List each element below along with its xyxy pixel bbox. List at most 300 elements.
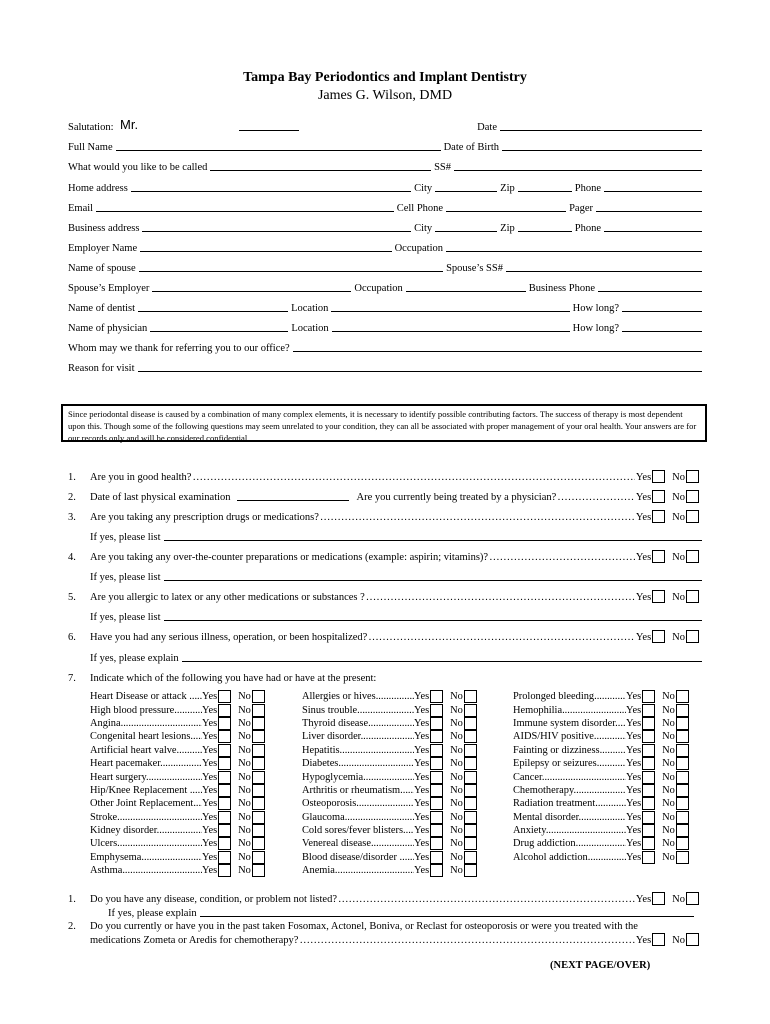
condition-yes-checkbox[interactable] xyxy=(642,771,655,784)
condition-name: Heart Disease or attack .. xyxy=(90,691,195,703)
condition-item xyxy=(90,730,268,743)
condition-item xyxy=(302,770,480,783)
no-label: No xyxy=(450,731,463,743)
condition-label xyxy=(513,718,626,729)
condition-name: Congenital heart lesions. xyxy=(90,731,194,743)
dentist-location-label: Location xyxy=(291,303,329,314)
condition-yes-checkbox[interactable] xyxy=(642,824,655,837)
condition-yes-checkbox[interactable] xyxy=(218,717,231,730)
leader-dots xyxy=(562,705,626,716)
condition-label xyxy=(302,798,414,809)
q6-if-yes-label: If yes, please explain xyxy=(90,653,179,664)
leader-dots xyxy=(597,758,626,769)
condition-item xyxy=(90,757,268,770)
condition-no-checkbox[interactable] xyxy=(464,784,477,797)
q1-yes-checkbox[interactable] xyxy=(652,470,665,483)
condition-yes-checkbox[interactable] xyxy=(218,784,231,797)
city-field[interactable] xyxy=(435,190,497,192)
spouse-occupation-label: Occupation xyxy=(354,283,403,294)
physician-how-long-field[interactable] xyxy=(622,330,702,332)
no-label: No xyxy=(662,851,675,863)
spouse-employer-row xyxy=(68,280,702,294)
condition-label xyxy=(513,691,626,702)
home-address-field[interactable] xyxy=(131,190,411,192)
yes-label: Yes xyxy=(202,798,218,810)
condition-label xyxy=(302,758,414,769)
condition-item xyxy=(513,730,692,743)
leader-dots xyxy=(177,745,202,756)
q5-no-checkbox[interactable] xyxy=(686,590,699,603)
condition-no-checkbox[interactable] xyxy=(464,837,477,850)
condition-no-checkbox[interactable] xyxy=(676,771,689,784)
condition-yes-checkbox[interactable] xyxy=(218,744,231,757)
leader-dots xyxy=(376,691,414,702)
condition-name: Glaucoma xyxy=(302,811,345,823)
dob-label: Date of Birth xyxy=(443,142,499,153)
no-label: No xyxy=(238,771,251,783)
condition-no-checkbox[interactable] xyxy=(252,797,265,810)
no-label: No xyxy=(238,784,251,796)
leader-dots xyxy=(174,705,202,716)
q2a-text: Date of last physical examination xyxy=(90,492,231,503)
b1-if-yes-label: If yes, please explain xyxy=(108,908,197,919)
occupation-field[interactable] xyxy=(446,250,702,252)
no-label: No xyxy=(662,811,675,823)
business-zip-field[interactable] xyxy=(518,230,572,232)
condition-no-checkbox[interactable] xyxy=(464,811,477,824)
leader-dots xyxy=(338,758,414,769)
no-label: No xyxy=(238,798,251,810)
condition-label xyxy=(302,825,414,836)
condition-yes-checkbox[interactable] xyxy=(218,811,231,824)
spouse-name-field[interactable] xyxy=(139,270,443,272)
condition-yes-checkbox[interactable] xyxy=(430,837,443,850)
no-label: No xyxy=(450,838,463,850)
b1-text: Do you have any disease, condition, or problem not listed? xyxy=(90,894,337,905)
condition-no-checkbox[interactable] xyxy=(676,851,689,864)
question-3 xyxy=(68,509,702,523)
condition-label xyxy=(513,731,626,742)
condition-name: Liver disorder xyxy=(302,731,361,743)
yes-label: Yes xyxy=(626,691,642,703)
yes-label: Yes xyxy=(414,865,430,877)
condition-label xyxy=(90,785,202,796)
spouse-row xyxy=(68,260,702,274)
leader-dots xyxy=(194,691,202,702)
dentist-location-field[interactable] xyxy=(331,310,569,312)
phone-field[interactable] xyxy=(604,190,702,192)
spouse-ss-field[interactable] xyxy=(506,270,702,272)
no-label: No xyxy=(662,771,675,783)
q6-yes-checkbox[interactable] xyxy=(652,630,665,643)
b2-no-checkbox[interactable] xyxy=(686,933,699,946)
leader-dots xyxy=(368,718,414,729)
condition-yes-checkbox[interactable] xyxy=(218,851,231,864)
business-address-row xyxy=(68,220,702,234)
referral-field[interactable] xyxy=(293,350,702,352)
condition-no-checkbox[interactable] xyxy=(464,704,477,717)
spouse-employer-label: Spouse’s Employer xyxy=(68,283,150,294)
q4-no-checkbox[interactable] xyxy=(686,550,699,563)
condition-yes-checkbox[interactable] xyxy=(642,704,655,717)
condition-yes-checkbox[interactable] xyxy=(218,757,231,770)
employer-name-label: Employer Name xyxy=(68,243,138,254)
condition-no-checkbox[interactable] xyxy=(676,717,689,730)
condition-no-checkbox[interactable] xyxy=(252,704,265,717)
condition-item xyxy=(302,703,480,716)
condition-yes-checkbox[interactable] xyxy=(430,730,443,743)
condition-no-checkbox[interactable] xyxy=(464,757,477,770)
yes-label: Yes xyxy=(635,894,652,905)
business-city-field[interactable] xyxy=(435,230,497,232)
leader-dots xyxy=(403,825,414,836)
business-phone-field[interactable] xyxy=(604,230,702,232)
condition-label xyxy=(302,772,414,783)
question-6 xyxy=(68,629,702,643)
leader-dots xyxy=(122,865,202,876)
yes-label: Yes xyxy=(414,771,430,783)
condition-yes-checkbox[interactable] xyxy=(430,824,443,837)
leader-dots xyxy=(542,772,626,783)
leader-dots xyxy=(588,852,626,863)
spouse-ss-label: Spouse’s SS# xyxy=(446,263,503,274)
q6-explain-row xyxy=(90,650,702,664)
condition-yes-checkbox[interactable] xyxy=(218,837,231,850)
condition-no-checkbox[interactable] xyxy=(676,784,689,797)
leader-dots xyxy=(546,825,626,836)
condition-item xyxy=(513,717,692,730)
condition-yes-checkbox[interactable] xyxy=(642,797,655,810)
condition-name: Angina xyxy=(90,717,121,729)
full-name-label: Full Name xyxy=(68,142,113,153)
yes-label: Yes xyxy=(414,811,430,823)
physician-field[interactable] xyxy=(150,330,288,332)
employer-name-field[interactable] xyxy=(140,250,391,252)
condition-yes-checkbox[interactable] xyxy=(218,824,231,837)
condition-yes-checkbox[interactable] xyxy=(218,797,231,810)
condition-item xyxy=(302,851,480,864)
condition-yes-checkbox[interactable] xyxy=(430,690,443,703)
condition-item xyxy=(513,744,692,757)
condition-item xyxy=(513,824,692,837)
condition-item xyxy=(90,770,268,783)
condition-yes-checkbox[interactable] xyxy=(642,757,655,770)
condition-no-checkbox[interactable] xyxy=(252,811,265,824)
referral-row xyxy=(68,340,702,354)
condition-no-checkbox[interactable] xyxy=(252,757,265,770)
yes-label: Yes xyxy=(202,851,218,863)
no-label: No xyxy=(672,552,685,563)
full-name-field[interactable] xyxy=(116,149,441,151)
spouse-employer-field[interactable] xyxy=(152,290,351,292)
leader-dots xyxy=(366,592,635,603)
q1-number: 1. xyxy=(68,472,76,483)
doctor-name: James G. Wilson, DMD xyxy=(317,88,453,103)
no-label: No xyxy=(662,731,675,743)
condition-no-checkbox[interactable] xyxy=(676,690,689,703)
condition-yes-checkbox[interactable] xyxy=(430,757,443,770)
condition-no-checkbox[interactable] xyxy=(676,744,689,757)
condition-yes-checkbox[interactable] xyxy=(642,784,655,797)
condition-no-checkbox[interactable] xyxy=(252,784,265,797)
pager-field[interactable] xyxy=(596,210,702,212)
yes-label: Yes xyxy=(414,691,430,703)
condition-label xyxy=(302,731,414,742)
leader-dots xyxy=(489,552,635,563)
reason-field[interactable] xyxy=(138,370,703,372)
condition-name: Hemophilia xyxy=(513,704,563,716)
condition-name: Hip/Knee Replacement .. xyxy=(90,784,196,796)
condition-label xyxy=(302,745,414,756)
condition-yes-checkbox[interactable] xyxy=(218,771,231,784)
condition-yes-checkbox[interactable] xyxy=(430,851,443,864)
question-1 xyxy=(68,469,702,483)
last-physical-date-field[interactable] xyxy=(237,499,349,501)
condition-no-checkbox[interactable] xyxy=(464,744,477,757)
condition-no-checkbox[interactable] xyxy=(676,757,689,770)
condition-yes-checkbox[interactable] xyxy=(430,797,443,810)
yes-label: Yes xyxy=(202,865,218,877)
no-label: No xyxy=(238,731,251,743)
condition-no-checkbox[interactable] xyxy=(676,730,689,743)
condition-yes-checkbox[interactable] xyxy=(642,744,655,757)
business-phone-label: Phone xyxy=(574,223,601,234)
q6-no-checkbox[interactable] xyxy=(686,630,699,643)
dentist-field[interactable] xyxy=(138,310,288,312)
condition-no-checkbox[interactable] xyxy=(252,824,265,837)
condition-yes-checkbox[interactable] xyxy=(642,717,655,730)
condition-no-checkbox[interactable] xyxy=(676,797,689,810)
yes-label: Yes xyxy=(635,632,652,643)
yes-label: Yes xyxy=(202,784,218,796)
condition-yes-checkbox[interactable] xyxy=(642,851,655,864)
condition-yes-checkbox[interactable] xyxy=(218,730,231,743)
condition-label xyxy=(90,731,202,742)
condition-label xyxy=(302,705,414,716)
yes-label: Yes xyxy=(626,798,642,810)
condition-name: Allergies or hives xyxy=(302,691,376,703)
condition-yes-checkbox[interactable] xyxy=(430,744,443,757)
condition-no-checkbox[interactable] xyxy=(676,811,689,824)
cell-phone-field[interactable] xyxy=(446,210,566,212)
condition-yes-checkbox[interactable] xyxy=(430,784,443,797)
condition-name: Stroke xyxy=(90,811,118,823)
q1-no-checkbox[interactable] xyxy=(686,470,699,483)
condition-no-checkbox[interactable] xyxy=(252,744,265,757)
b2-yes-checkbox[interactable] xyxy=(652,933,665,946)
yes-label: Yes xyxy=(202,825,218,837)
leader-dots xyxy=(594,691,626,702)
condition-label xyxy=(302,812,414,823)
condition-no-checkbox[interactable] xyxy=(676,824,689,837)
condition-no-checkbox[interactable] xyxy=(464,730,477,743)
condition-name: Hypoglycemia xyxy=(302,771,364,783)
spouse-name-label: Name of spouse xyxy=(68,263,136,274)
business-phone-label-2: Business Phone xyxy=(528,283,595,294)
yes-label: Yes xyxy=(626,784,642,796)
condition-name: Emphysema xyxy=(90,851,142,863)
no-label: No xyxy=(662,704,675,716)
leader-dots xyxy=(192,472,634,483)
condition-yes-checkbox[interactable] xyxy=(430,811,443,824)
called-field[interactable] xyxy=(210,169,431,171)
condition-item xyxy=(302,730,480,743)
salutation-field[interactable] xyxy=(239,129,299,131)
condition-yes-checkbox[interactable] xyxy=(642,690,655,703)
leader-dots xyxy=(160,758,202,769)
physician-location-field[interactable] xyxy=(332,330,570,332)
condition-item xyxy=(302,824,480,837)
q3-list-field[interactable] xyxy=(164,539,702,541)
condition-name: Osteoporosis xyxy=(302,798,357,810)
q3-no-checkbox[interactable] xyxy=(686,510,699,523)
yes-label: Yes xyxy=(202,771,218,783)
no-label: No xyxy=(662,717,675,729)
dob-field[interactable] xyxy=(502,149,702,151)
yes-label: Yes xyxy=(626,851,642,863)
yes-label: Yes xyxy=(202,731,218,743)
condition-no-checkbox[interactable] xyxy=(252,690,265,703)
condition-no-checkbox[interactable] xyxy=(464,824,477,837)
practice-title: Tampa Bay Periodontics and Implant Dentistry xyxy=(243,70,527,85)
condition-no-checkbox[interactable] xyxy=(252,730,265,743)
leader-dots xyxy=(403,785,414,796)
conditions-column-2 xyxy=(302,690,480,877)
condition-yes-checkbox[interactable] xyxy=(430,864,443,877)
b1-explain-field[interactable] xyxy=(200,915,694,917)
condition-no-checkbox[interactable] xyxy=(252,771,265,784)
condition-no-checkbox[interactable] xyxy=(464,851,477,864)
condition-yes-checkbox[interactable] xyxy=(430,717,443,730)
q6-explain-field[interactable] xyxy=(182,660,702,662)
leader-dots xyxy=(335,865,414,876)
email-field[interactable] xyxy=(96,210,394,212)
condition-name: Ulcers xyxy=(90,838,118,850)
business-address-field[interactable] xyxy=(142,230,411,232)
condition-name: Sinus trouble xyxy=(302,704,358,716)
b1-no-checkbox[interactable] xyxy=(686,892,699,905)
q4-if-yes-label: If yes, please list xyxy=(90,572,161,583)
yes-label: Yes xyxy=(202,744,218,756)
zip-field[interactable] xyxy=(518,190,572,192)
no-label: No xyxy=(672,492,685,503)
q4-yes-checkbox[interactable] xyxy=(652,550,665,563)
date-field[interactable] xyxy=(500,129,702,131)
no-label: No xyxy=(662,691,675,703)
yes-label: Yes xyxy=(626,825,642,837)
leader-dots xyxy=(193,731,202,742)
yes-label: Yes xyxy=(414,825,430,837)
condition-no-checkbox[interactable] xyxy=(464,864,477,877)
condition-item xyxy=(302,837,480,850)
condition-no-checkbox[interactable] xyxy=(676,837,689,850)
yes-label: Yes xyxy=(414,717,430,729)
home-address-label: Home address xyxy=(68,183,128,194)
q2-no-checkbox[interactable] xyxy=(686,490,699,503)
q4-list-field[interactable] xyxy=(164,579,702,581)
leader-dots xyxy=(195,785,202,796)
city-label: City xyxy=(414,183,433,194)
no-label: No xyxy=(238,811,251,823)
yes-label: Yes xyxy=(414,838,430,850)
q3-yes-checkbox[interactable] xyxy=(652,510,665,523)
b2-text-line1: Do you currently or have you in the past taken Fosomax, Actonel, Boniva, or Reclast for osteoporosis or were you treated with the xyxy=(90,921,638,932)
condition-yes-checkbox[interactable] xyxy=(642,730,655,743)
yes-label: Yes xyxy=(635,935,652,946)
condition-no-checkbox[interactable] xyxy=(252,864,265,877)
physician-label: Name of physician xyxy=(68,323,148,334)
condition-name: Heart surgery xyxy=(90,771,146,783)
ss-field[interactable] xyxy=(454,169,702,171)
condition-label xyxy=(302,718,414,729)
condition-yes-checkbox[interactable] xyxy=(430,771,443,784)
condition-name: Prolonged bleeding xyxy=(513,691,595,703)
occupation-label: Occupation xyxy=(394,243,443,254)
no-label: No xyxy=(672,632,685,643)
yes-label: Yes xyxy=(635,512,652,523)
condition-no-checkbox[interactable] xyxy=(464,690,477,703)
condition-label xyxy=(90,852,202,863)
leader-dots xyxy=(345,812,414,823)
spouse-business-phone-field[interactable] xyxy=(598,290,702,292)
condition-yes-checkbox[interactable] xyxy=(430,704,443,717)
condition-no-checkbox[interactable] xyxy=(464,717,477,730)
salutation-value: Mr. xyxy=(120,117,139,132)
no-label: No xyxy=(672,592,685,603)
b2-number: 2. xyxy=(68,921,76,932)
ss-label: SS# xyxy=(434,162,451,173)
question-2 xyxy=(68,489,702,503)
dentist-how-long-field[interactable] xyxy=(622,310,702,312)
condition-yes-checkbox[interactable] xyxy=(642,811,655,824)
q5-yes-checkbox[interactable] xyxy=(652,590,665,603)
question-7 xyxy=(68,670,702,684)
condition-item xyxy=(90,717,268,730)
condition-yes-checkbox[interactable] xyxy=(218,864,231,877)
condition-item xyxy=(302,864,480,877)
spouse-occupation-field[interactable] xyxy=(406,290,526,292)
condition-name: High blood pressure xyxy=(90,704,175,716)
yes-label: Yes xyxy=(635,472,652,483)
condition-no-checkbox[interactable] xyxy=(676,704,689,717)
leader-dots xyxy=(146,772,202,783)
q2-yes-checkbox[interactable] xyxy=(652,490,665,503)
q5-number: 5. xyxy=(68,592,76,603)
condition-no-checkbox[interactable] xyxy=(252,837,265,850)
condition-no-checkbox[interactable] xyxy=(464,797,477,810)
leader-dots xyxy=(141,852,202,863)
no-label: No xyxy=(450,691,463,703)
condition-item xyxy=(513,703,692,716)
condition-name: Drug addiction xyxy=(513,838,576,850)
no-label: No xyxy=(450,717,463,729)
condition-no-checkbox[interactable] xyxy=(252,851,265,864)
q5-list-field[interactable] xyxy=(164,619,702,621)
condition-yes-checkbox[interactable] xyxy=(218,704,231,717)
condition-yes-checkbox[interactable] xyxy=(218,690,231,703)
condition-name: Venereal disease xyxy=(302,838,371,850)
next-page-note: (NEXT PAGE/OVER) xyxy=(550,960,651,971)
b1-yes-checkbox[interactable] xyxy=(652,892,665,905)
condition-label xyxy=(513,745,626,756)
condition-no-checkbox[interactable] xyxy=(252,717,265,730)
condition-yes-checkbox[interactable] xyxy=(642,837,655,850)
no-label: No xyxy=(238,717,251,729)
no-label: No xyxy=(662,758,675,770)
leader-dots xyxy=(338,894,635,905)
condition-name: Blood disease/disorder .. xyxy=(302,851,405,863)
condition-no-checkbox[interactable] xyxy=(464,771,477,784)
